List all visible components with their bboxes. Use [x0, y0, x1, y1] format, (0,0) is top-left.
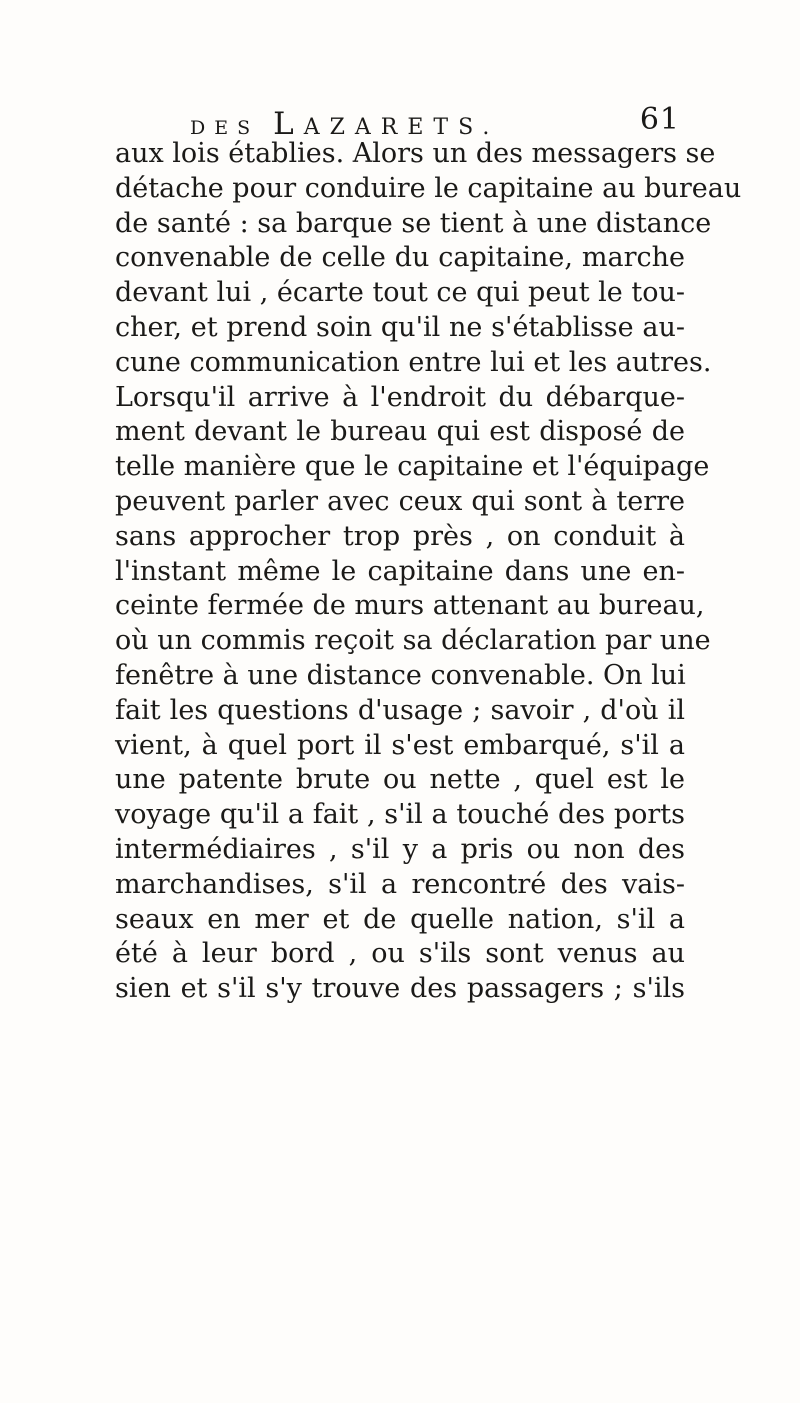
page-number: 61	[639, 102, 680, 137]
text-line: où un commis reçoit sa déclaration par une	[115, 625, 711, 657]
text-line: ceinte fermée de murs attenant au bureau,	[115, 590, 705, 622]
text-line: intermédiaires , s'il y a pris ou non des	[115, 833, 685, 865]
text-line: fenêtre à une distance convenable. On lui	[115, 659, 686, 691]
running-title-rest: AZARETS.	[303, 115, 500, 140]
text-line: Lorsqu'il arrive à l'endroit du débarque-	[115, 381, 685, 413]
text-line: été à leur bord , ou s'ils sont venus au	[115, 938, 685, 970]
text-line: telle manière que le capitaine et l'équipage	[115, 451, 710, 483]
text-line: cune communication entre lui et les autres.	[115, 346, 712, 378]
text-line: cher, et prend soin qu'il ne s'établisse au-	[115, 311, 685, 343]
text-line: vient, à quel port il s'est embarqué, s'il a	[115, 729, 685, 761]
running-header	[190, 98, 680, 142]
text-line: aux lois établies. Alors un des messagers se	[115, 138, 716, 169]
text-line: convenable de celle du capitaine, marche	[115, 242, 685, 274]
text-line: détache pour conduire le capitaine au bureau	[115, 172, 742, 204]
text-line: marchandises, s'il a rencontré des vais-	[115, 868, 685, 900]
text-line: peuvent parler avec ceux qui sont à terre	[115, 485, 685, 517]
text-line: fait les questions d'usage ; savoir , d'où il	[115, 694, 685, 726]
text-line: sien et s'il s'y trouve des passagers ; s'ils	[115, 973, 685, 1005]
text-line: devant lui , écarte tout ce qui peut le tou-	[115, 277, 685, 309]
text-line: voyage qu'il a fait , s'il a touché des ports	[115, 799, 685, 831]
body-text	[115, 137, 742, 1007]
text-line: l'instant même le capitaine dans une en-	[115, 555, 685, 587]
text-line: une patente brute ou nette , quel est le	[115, 764, 685, 796]
running-title-prefix: DES	[190, 117, 260, 139]
text-line: sans approcher trop près , on conduit à	[115, 520, 685, 552]
text-line: de santé : sa barque se tient à une distance	[115, 207, 712, 239]
text-line: seaux en mer et de quelle nation, s'il a	[115, 903, 685, 935]
text-line: ment devant le bureau qui est disposé de	[115, 416, 685, 448]
running-title-initial: L	[273, 106, 304, 142]
